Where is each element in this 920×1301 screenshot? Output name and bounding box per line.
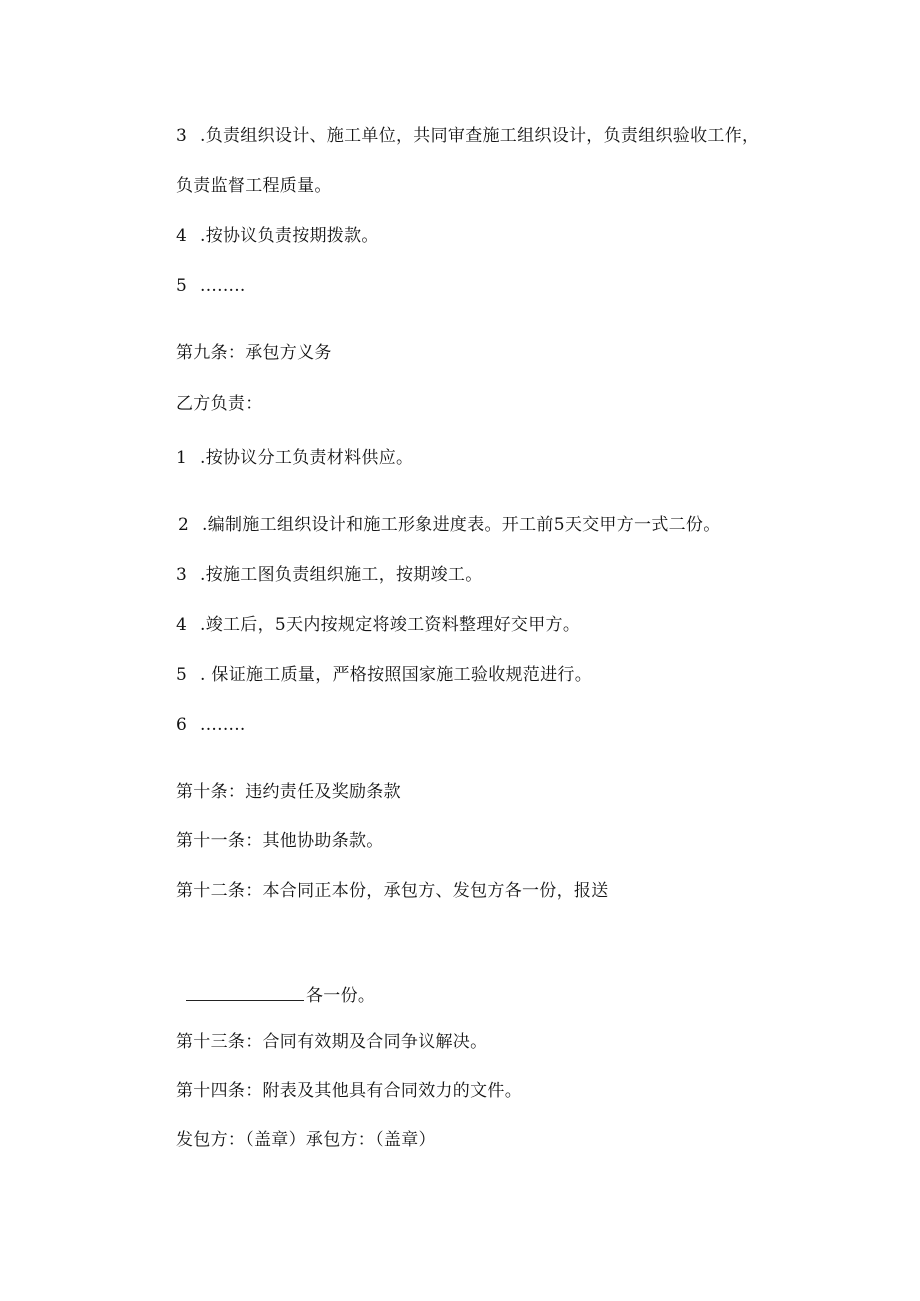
contractor-item-4 (176, 614, 580, 636)
article-10 (176, 781, 401, 803)
item-text: ........ (200, 276, 246, 296)
article-14 (176, 1080, 522, 1102)
item-text: 乙方负责： (176, 394, 263, 414)
item-number: 4 (176, 226, 188, 246)
item-text: ........ (200, 715, 246, 735)
item-text: .按施工图负责组织施工，按期竣工。 (200, 565, 483, 585)
duty-item-3 (176, 125, 759, 147)
item-text: 第十一条：其他协助条款。 (176, 831, 384, 851)
item-text: .负责组织设计、施工单位，共同审查施工组织设计，负责组织验收工作， (200, 126, 760, 146)
item-text: 第十条：违约责任及奖励条款 (176, 782, 401, 802)
item-number: 5 (176, 665, 188, 685)
contractor-item-2 (178, 514, 721, 536)
item-text: 第九条：承包方义务 (176, 343, 332, 363)
party-b-responsibility (176, 393, 263, 415)
article-12 (176, 880, 609, 902)
article-9-heading (176, 342, 332, 364)
item-text: 第十二条：本合同正本份，承包方、发包方各一份，报送 (176, 881, 609, 901)
item-text: . 保证施工质量，严格按照国家施工验收规范进行。 (200, 665, 593, 685)
duty-item-3-continued (176, 175, 332, 197)
item-number: 3 (176, 565, 188, 585)
article-12-continued (186, 984, 375, 1007)
item-text: 发包方：（盖章）承包方：（盖章） (176, 1130, 436, 1150)
item-text: .按协议负责按期拨款。 (200, 226, 379, 246)
item-text: 负责监督工程质量。 (176, 176, 332, 196)
contractor-item-5 (176, 664, 592, 686)
item-text: 第十四条：附表及其他具有合同效力的文件。 (176, 1081, 522, 1101)
item-text: .竣工后，5天内按规定将竣工资料整理好交甲方。 (200, 615, 581, 635)
article-11 (176, 830, 384, 852)
fill-in-blank-line (186, 984, 304, 1001)
contractor-item-1 (176, 447, 413, 469)
item-number: 1 (176, 448, 188, 468)
item-number: 6 (176, 715, 188, 735)
contractor-item-3 (176, 564, 483, 586)
item-number: 2 (178, 515, 190, 535)
duty-item-4 (176, 225, 379, 247)
item-text: 第十三条：合同有效期及合同争议解决。 (176, 1032, 488, 1052)
article-13 (176, 1031, 487, 1053)
item-text: .编制施工组织设计和施工形象进度表。开工前5天交甲方一式二份。 (202, 515, 721, 535)
duty-item-5 (176, 275, 246, 297)
item-text: .按协议分工负责材料供应。 (200, 448, 414, 468)
item-text: 各一份。 (306, 986, 376, 1006)
contractor-item-6 (176, 714, 246, 736)
signature-line (176, 1129, 436, 1151)
item-number: 3 (176, 126, 188, 146)
item-number: 5 (176, 276, 188, 296)
item-number: 4 (176, 615, 188, 635)
